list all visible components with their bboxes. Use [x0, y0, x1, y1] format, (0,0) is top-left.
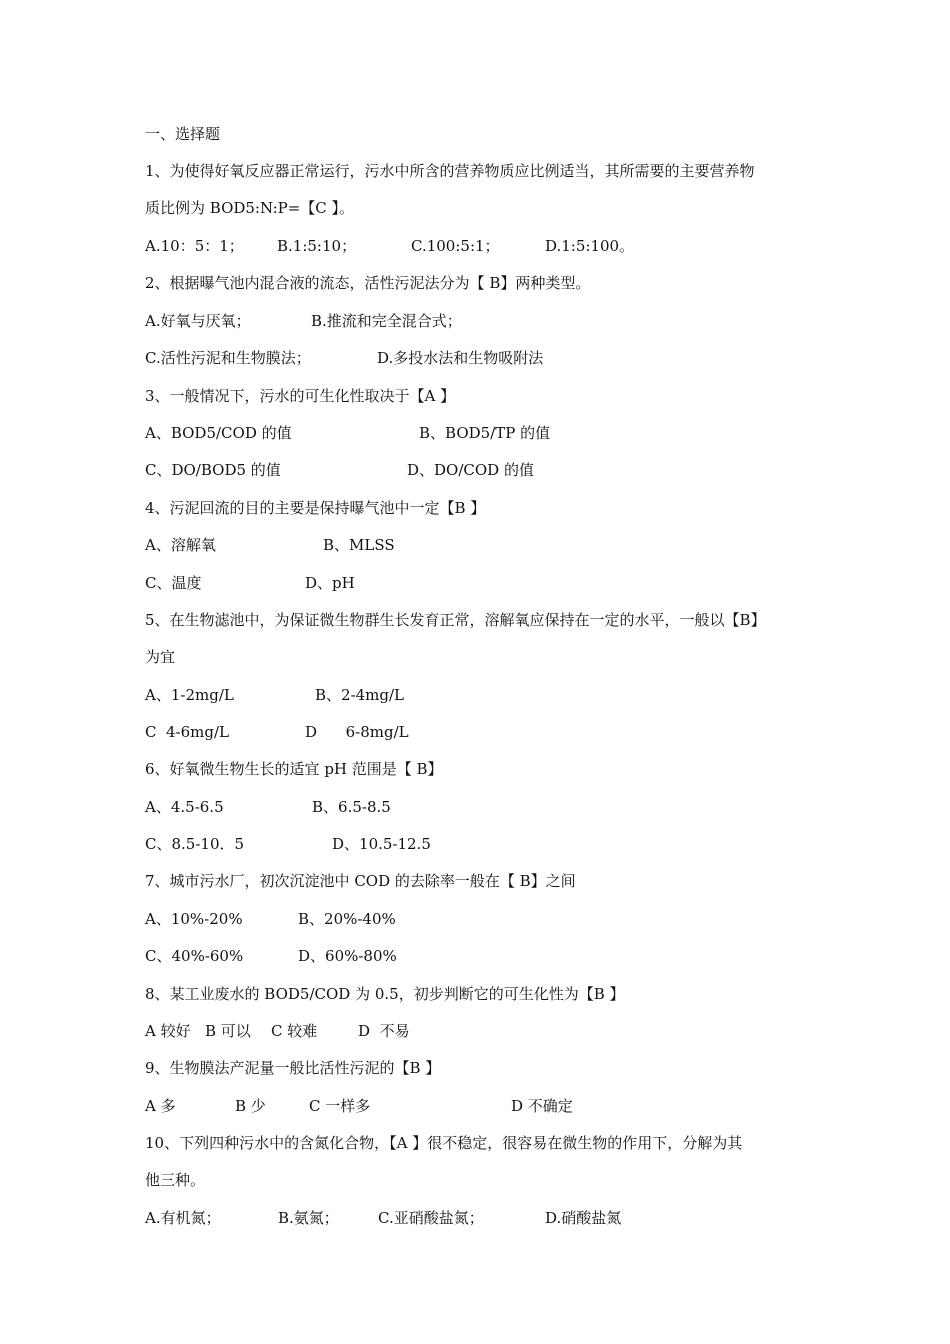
option-a: A、4.5-6.5 — [145, 798, 224, 816]
option-a: A 较好 — [145, 1022, 191, 1040]
section-title: 一、选择题 — [145, 125, 221, 143]
question-8-stem: 8、某工业废水的 BOD5/COD 为 0.5，初步判断它的可生化性为【B 】 — [145, 985, 625, 1003]
question-6-stem: 6、好氧微生物生长的适宜 pH 范围是【 B】 — [145, 760, 443, 778]
option-d: D.多投水法和生物吸附法 — [377, 349, 544, 367]
option-a: A、1-2mg/L — [145, 686, 234, 704]
option-d: D 不确定 — [511, 1097, 573, 1115]
option-c: C、温度 — [145, 574, 202, 592]
option-d: D、10.5-12.5 — [332, 835, 431, 853]
option-b: B 可以 — [205, 1022, 251, 1040]
question-9-stem: 9、生物膜法产泥量一般比活性污泥的【B 】 — [145, 1059, 441, 1077]
option-a: A、10%-20% — [145, 910, 243, 928]
option-c: C、DO/BOD5 的值 — [145, 461, 281, 479]
option-b: B、6.5-8.5 — [312, 798, 391, 816]
option-c: C 4-6mg/L — [145, 723, 230, 741]
question-7-stem: 7、城市污水厂，初次沉淀池中 COD 的去除率一般在【 B】之间 — [145, 872, 576, 890]
option-d: D.1:5:100。 — [545, 237, 635, 255]
question-1-stem-line-1: 1、为使得好氧反应器正常运行，污水中所含的营养物质应比例适当，其所需要的主要营养物 — [145, 162, 755, 180]
question-4-stem: 4、污泥回流的目的主要是保持曝气池中一定【B 】 — [145, 499, 486, 517]
option-d: D 不易 — [358, 1022, 410, 1040]
option-c: C、8.5-10．5 — [145, 835, 245, 853]
option-d: D 6-8mg/L — [305, 723, 409, 741]
option-c: C 较难 — [271, 1022, 318, 1040]
option-d: D.硝酸盐氮 — [545, 1209, 622, 1227]
option-c: C.亚硝酸盐氮； — [378, 1209, 484, 1227]
option-b: B.1:5:10； — [277, 237, 357, 255]
question-5-stem-line-2: 为宜 — [145, 648, 176, 666]
option-c: C.活性污泥和生物膜法； — [145, 349, 311, 367]
question-3-stem: 3、一般情况下，污水的可生化性取决于【A 】 — [145, 387, 456, 405]
option-b: B、20%-40% — [298, 910, 396, 928]
option-a: A.有机氮； — [145, 1209, 221, 1227]
option-d: D、DO/COD 的值 — [407, 461, 534, 479]
option-c: C 一样多 — [309, 1097, 371, 1115]
question-2-stem: 2、根据曝气池内混合液的流态，活性污泥法分为【 B】两种类型。 — [145, 274, 591, 292]
option-a: A、BOD5/COD 的值 — [145, 424, 292, 442]
option-a: A.好氧与厌氧； — [145, 312, 251, 330]
question-10-stem-line-1: 10、下列四种污水中的含氮化合物，【A 】很不稳定，很容易在微生物的作用下，分解为其 — [145, 1134, 743, 1152]
option-d: D、pH — [305, 574, 355, 592]
option-a: A、溶解氧 — [145, 536, 216, 554]
option-b: B、BOD5/TP 的值 — [419, 424, 551, 442]
option-a: A 多 — [145, 1097, 176, 1115]
option-b: B、MLSS — [323, 536, 395, 554]
option-d: D、60%-80% — [298, 947, 397, 965]
option-b: B 少 — [235, 1097, 266, 1115]
option-c: C、40%-60% — [145, 947, 244, 965]
option-b: B、2-4mg/L — [315, 686, 405, 704]
question-10-stem-line-2: 他三种。 — [145, 1171, 206, 1189]
option-a: A.10：5：1； — [145, 237, 244, 255]
option-b: B.推流和完全混合式； — [311, 312, 462, 330]
question-5-stem-line-1: 5、在生物滤池中，为保证微生物群生长发育正常，溶解氧应保持在一定的水平，一般以【B】 — [145, 611, 766, 629]
question-1-stem-line-2: 质比例为 BOD5:N:P=【C 】。 — [145, 199, 355, 217]
option-b: B.氨氮； — [278, 1209, 339, 1227]
option-c: C.100:5:1； — [411, 237, 500, 255]
